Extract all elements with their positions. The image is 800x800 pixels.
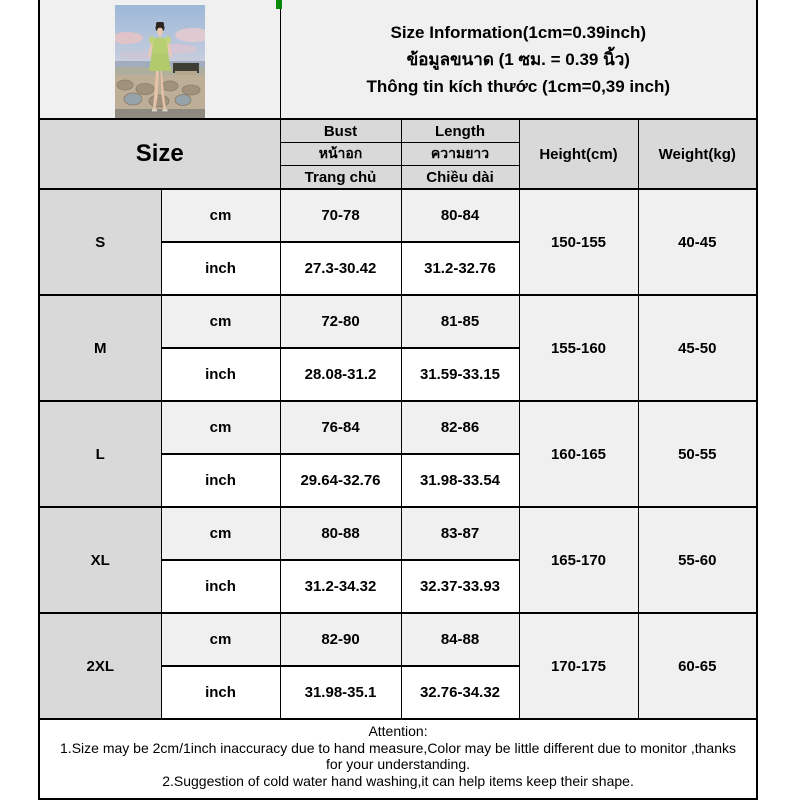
title-line-vi: Thông tin kích thước (1cm=0,39 inch) xyxy=(366,76,671,96)
title-line-th: ข้อมูลขนาด (1 ซม. = 0.39 นิ้ว) xyxy=(406,49,630,69)
table-row xyxy=(39,613,757,666)
height-value: 150-155 xyxy=(519,189,638,295)
unit-cm: cm xyxy=(161,507,280,560)
length-inch-value: 31.98-33.54 xyxy=(401,454,519,507)
header-height: Height(cm) xyxy=(519,119,638,189)
bust-inch-value: 27.3-30.42 xyxy=(280,242,401,295)
height-value: 165-170 xyxy=(519,507,638,613)
unit-inch: inch xyxy=(161,454,280,507)
weight-value: 40-45 xyxy=(638,189,757,295)
length-cm-value: 80-84 xyxy=(401,189,519,242)
weight-value: 55-60 xyxy=(638,507,757,613)
weight-value: 60-65 xyxy=(638,613,757,719)
unit-inch: inch xyxy=(161,348,280,401)
size-label-l: L xyxy=(39,401,161,507)
height-value: 160-165 xyxy=(519,401,638,507)
title-block xyxy=(280,0,757,119)
header-length-vi: Chiều dài xyxy=(401,166,519,190)
size-label-m: M xyxy=(39,295,161,401)
size-label-s: S xyxy=(39,189,161,295)
length-inch-value: 32.37-33.93 xyxy=(401,560,519,613)
height-value: 170-175 xyxy=(519,613,638,719)
header-bust-en: Bust xyxy=(280,119,401,143)
length-cm-value: 82-86 xyxy=(401,401,519,454)
bust-inch-value: 29.64-32.76 xyxy=(280,454,401,507)
attention-heading: Attention: xyxy=(368,723,428,739)
size-label-xl: XL xyxy=(39,507,161,613)
weight-value: 50-55 xyxy=(638,401,757,507)
length-cm-value: 81-85 xyxy=(401,295,519,348)
unit-inch: inch xyxy=(161,666,280,719)
attention-line-1: 1.Size may be 2cm/1inch inaccuracy due to hand measure,Color may be little different due to monitor ,thanks for your understanding. xyxy=(60,739,737,772)
unit-cm: cm xyxy=(161,401,280,454)
attention-note xyxy=(40,720,756,789)
bust-cm-value: 72-80 xyxy=(280,295,401,348)
length-cm-value: 83-87 xyxy=(401,507,519,560)
header-length-en: Length xyxy=(401,119,519,143)
bust-cm-value: 82-90 xyxy=(280,613,401,666)
length-cm-value: 84-88 xyxy=(401,613,519,666)
unit-cm: cm xyxy=(161,613,280,666)
length-inch-value: 31.2-32.76 xyxy=(401,242,519,295)
header-weight: Weight(kg) xyxy=(638,119,757,189)
attention-line-2: 2.Suggestion of cold water hand washing,it can help items keep their shape. xyxy=(162,772,634,789)
header-size: Size xyxy=(39,119,280,189)
size-table xyxy=(38,0,758,800)
length-inch-value: 31.59-33.15 xyxy=(401,348,519,401)
size-label-2xl: 2XL xyxy=(39,613,161,719)
green-artifact-mark xyxy=(276,0,282,9)
height-value: 155-160 xyxy=(519,295,638,401)
header-bust-th: หน้าอก xyxy=(280,143,401,166)
bust-cm-value: 80-88 xyxy=(280,507,401,560)
weight-value: 45-50 xyxy=(638,295,757,401)
table-row xyxy=(39,507,757,560)
header-bust-vi: Trang chủ xyxy=(280,166,401,190)
bust-cm-value: 70-78 xyxy=(280,189,401,242)
unit-cm: cm xyxy=(161,295,280,348)
bust-cm-value: 76-84 xyxy=(280,401,401,454)
title-line-en: Size Information(1cm=0.39inch) xyxy=(390,22,647,42)
product-photo xyxy=(115,5,205,118)
length-inch-value: 32.76-34.32 xyxy=(401,666,519,719)
table-row xyxy=(39,401,757,454)
unit-inch: inch xyxy=(161,560,280,613)
unit-cm: cm xyxy=(161,189,280,242)
header-length-th: ความยาว xyxy=(401,143,519,166)
product-photo-cell xyxy=(39,0,280,119)
table-row xyxy=(39,189,757,242)
table-row xyxy=(39,295,757,348)
bust-inch-value: 28.08-31.2 xyxy=(280,348,401,401)
bust-inch-value: 31.2-34.32 xyxy=(280,560,401,613)
bust-inch-value: 31.98-35.1 xyxy=(280,666,401,719)
unit-inch: inch xyxy=(161,242,280,295)
